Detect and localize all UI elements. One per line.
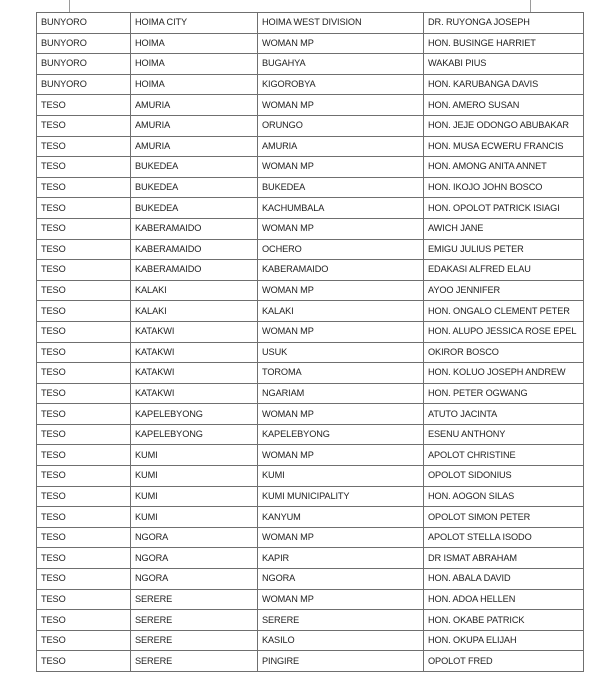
district-cell: HOIMA [131, 54, 258, 75]
region-cell: TESO [37, 260, 131, 281]
candidate-cell: HON. AMONG ANITA ANNET [424, 157, 584, 178]
constituency-cell: WOMAN MP [258, 445, 424, 466]
candidate-cell: HON. AMERO SUSAN [424, 95, 584, 116]
constituency-cell: PINGIRE [258, 651, 424, 672]
constituency-cell: WOMAN MP [258, 95, 424, 116]
district-cell: KUMI [131, 445, 258, 466]
region-cell: TESO [37, 239, 131, 260]
district-cell: KATAKWI [131, 321, 258, 342]
constituency-cell: WOMAN MP [258, 321, 424, 342]
table-row [37, 218, 584, 239]
constituency-cell: WOMAN MP [258, 527, 424, 548]
candidate-cell: HON. MUSA ECWERU FRANCIS [424, 136, 584, 157]
table-row [37, 13, 584, 34]
region-cell: TESO [37, 115, 131, 136]
table-row [37, 404, 584, 425]
region-cell: TESO [37, 363, 131, 384]
candidate-cell: OKIROR BOSCO [424, 342, 584, 363]
table-row [37, 157, 584, 178]
table-row [37, 445, 584, 466]
district-cell: SERERE [131, 630, 258, 651]
candidate-cell: APOLOT STELLA ISODO [424, 527, 584, 548]
candidate-cell: HON. JEJE ODONGO ABUBAKAR [424, 115, 584, 136]
candidate-cell: HON. OPOLOT PATRICK ISIAGI [424, 198, 584, 219]
region-cell: TESO [37, 157, 131, 178]
district-cell: KATAKWI [131, 342, 258, 363]
candidate-cell: AYOO JENNIFER [424, 280, 584, 301]
results-table [36, 12, 584, 672]
table-row [37, 651, 584, 672]
candidate-cell: EMIGU JULIUS PETER [424, 239, 584, 260]
candidate-cell: HON. KARUBANGA DAVIS [424, 74, 584, 95]
constituency-cell: USUK [258, 342, 424, 363]
district-cell: AMURIA [131, 136, 258, 157]
constituency-cell: ORUNGO [258, 115, 424, 136]
table-row [37, 486, 584, 507]
region-cell: TESO [37, 342, 131, 363]
region-cell: TESO [37, 383, 131, 404]
region-cell: TESO [37, 548, 131, 569]
district-cell: KUMI [131, 507, 258, 528]
constituency-cell: OCHERO [258, 239, 424, 260]
district-cell: KALAKI [131, 301, 258, 322]
table-row [37, 466, 584, 487]
region-cell: TESO [37, 280, 131, 301]
constituency-cell: WOMAN MP [258, 280, 424, 301]
region-cell: TESO [37, 630, 131, 651]
table-row [37, 630, 584, 651]
region-cell: TESO [37, 136, 131, 157]
table-row [37, 239, 584, 260]
constituency-cell: KABERAMAIDO [258, 260, 424, 281]
region-cell: TESO [37, 321, 131, 342]
table-row [37, 569, 584, 590]
region-cell: TESO [37, 177, 131, 198]
candidate-cell: OPOLOT SIDONIUS [424, 466, 584, 487]
constituency-cell: KUMI MUNICIPALITY [258, 486, 424, 507]
region-cell: TESO [37, 95, 131, 116]
table-row [37, 198, 584, 219]
district-cell: AMURIA [131, 95, 258, 116]
candidate-cell: DR. RUYONGA JOSEPH [424, 13, 584, 34]
table-row [37, 33, 584, 54]
district-cell: BUKEDEA [131, 177, 258, 198]
table-row [37, 115, 584, 136]
results-table-body [37, 13, 584, 672]
district-cell: BUKEDEA [131, 198, 258, 219]
district-cell: KAPELEBYONG [131, 424, 258, 445]
region-cell: BUNYORO [37, 74, 131, 95]
constituency-cell: HOIMA WEST DIVISION [258, 13, 424, 34]
constituency-cell: NGORA [258, 569, 424, 590]
candidate-cell: HON. BUSINGE HARRIET [424, 33, 584, 54]
constituency-cell: TOROMA [258, 363, 424, 384]
constituency-cell: KACHUMBALA [258, 198, 424, 219]
constituency-cell: BUGAHYA [258, 54, 424, 75]
candidate-cell: ESENU ANTHONY [424, 424, 584, 445]
candidate-cell: DR ISMAT ABRAHAM [424, 548, 584, 569]
district-cell: HOIMA [131, 33, 258, 54]
candidate-cell: EDAKASI ALFRED ELAU [424, 260, 584, 281]
table-row [37, 136, 584, 157]
district-cell: KATAKWI [131, 383, 258, 404]
district-cell: SERERE [131, 610, 258, 631]
table-row [37, 507, 584, 528]
candidate-cell: ATUTO JACINTA [424, 404, 584, 425]
table-row [37, 74, 584, 95]
constituency-cell: KANYUM [258, 507, 424, 528]
district-cell: KABERAMAIDO [131, 218, 258, 239]
region-cell: TESO [37, 445, 131, 466]
district-cell: HOIMA CITY [131, 13, 258, 34]
table-row [37, 548, 584, 569]
district-cell: KAPELEBYONG [131, 404, 258, 425]
region-cell: TESO [37, 610, 131, 631]
region-cell: BUNYORO [37, 13, 131, 34]
table-row [37, 589, 584, 610]
candidate-cell: HON. ADOA HELLEN [424, 589, 584, 610]
district-cell: AMURIA [131, 115, 258, 136]
region-cell: TESO [37, 218, 131, 239]
table-row [37, 260, 584, 281]
constituency-cell: WOMAN MP [258, 218, 424, 239]
region-cell: TESO [37, 466, 131, 487]
district-cell: NGORA [131, 548, 258, 569]
candidate-cell: AWICH JANE [424, 218, 584, 239]
table-row [37, 424, 584, 445]
constituency-cell: KIGOROBYA [258, 74, 424, 95]
region-cell: BUNYORO [37, 54, 131, 75]
right-margin-marker [530, 0, 531, 12]
candidate-cell: HON. KOLUO JOSEPH ANDREW [424, 363, 584, 384]
region-cell: TESO [37, 507, 131, 528]
constituency-cell: WOMAN MP [258, 157, 424, 178]
region-cell: TESO [37, 569, 131, 590]
candidate-cell: HON. IKOJO JOHN BOSCO [424, 177, 584, 198]
candidate-cell: HON. OKUPA ELIJAH [424, 630, 584, 651]
table-row [37, 342, 584, 363]
candidate-cell: HON. ALUPO JESSICA ROSE EPEL [424, 321, 584, 342]
district-cell: KUMI [131, 486, 258, 507]
candidate-cell: HON. ABALA DAVID [424, 569, 584, 590]
district-cell: NGORA [131, 569, 258, 590]
table-row [37, 177, 584, 198]
table-row [37, 383, 584, 404]
table-row [37, 321, 584, 342]
district-cell: KABERAMAIDO [131, 239, 258, 260]
region-cell: TESO [37, 404, 131, 425]
constituency-cell: WOMAN MP [258, 404, 424, 425]
table-row [37, 95, 584, 116]
candidate-cell: OPOLOT SIMON PETER [424, 507, 584, 528]
district-cell: BUKEDEA [131, 157, 258, 178]
constituency-cell: KALAKI [258, 301, 424, 322]
constituency-cell: KAPIR [258, 548, 424, 569]
constituency-cell: AMURIA [258, 136, 424, 157]
district-cell: HOIMA [131, 74, 258, 95]
table-row [37, 54, 584, 75]
candidate-cell: WAKABI PIUS [424, 54, 584, 75]
candidate-cell: OPOLOT FRED [424, 651, 584, 672]
constituency-cell: BUKEDEA [258, 177, 424, 198]
candidate-cell: HON. OKABE PATRICK [424, 610, 584, 631]
district-cell: KABERAMAIDO [131, 260, 258, 281]
district-cell: SERERE [131, 589, 258, 610]
constituency-cell: SERERE [258, 610, 424, 631]
table-row [37, 527, 584, 548]
constituency-cell: KUMI [258, 466, 424, 487]
constituency-cell: WOMAN MP [258, 33, 424, 54]
constituency-cell: KAPELEBYONG [258, 424, 424, 445]
region-cell: BUNYORO [37, 33, 131, 54]
district-cell: SERERE [131, 651, 258, 672]
table-row [37, 610, 584, 631]
table-row [37, 280, 584, 301]
district-cell: KATAKWI [131, 363, 258, 384]
district-cell: NGORA [131, 527, 258, 548]
constituency-cell: WOMAN MP [258, 589, 424, 610]
region-cell: TESO [37, 198, 131, 219]
left-margin-marker [69, 0, 70, 12]
region-cell: TESO [37, 301, 131, 322]
region-cell: TESO [37, 424, 131, 445]
candidate-cell: HON. PETER OGWANG [424, 383, 584, 404]
region-cell: TESO [37, 589, 131, 610]
candidate-cell: HON. ONGALO CLEMENT PETER [424, 301, 584, 322]
region-cell: TESO [37, 486, 131, 507]
table-row [37, 363, 584, 384]
region-cell: TESO [37, 527, 131, 548]
region-cell: TESO [37, 651, 131, 672]
table-row [37, 301, 584, 322]
constituency-cell: KASILO [258, 630, 424, 651]
district-cell: KUMI [131, 466, 258, 487]
candidate-cell: APOLOT CHRISTINE [424, 445, 584, 466]
district-cell: KALAKI [131, 280, 258, 301]
candidate-cell: HON. AOGON SILAS [424, 486, 584, 507]
constituency-cell: NGARIAM [258, 383, 424, 404]
